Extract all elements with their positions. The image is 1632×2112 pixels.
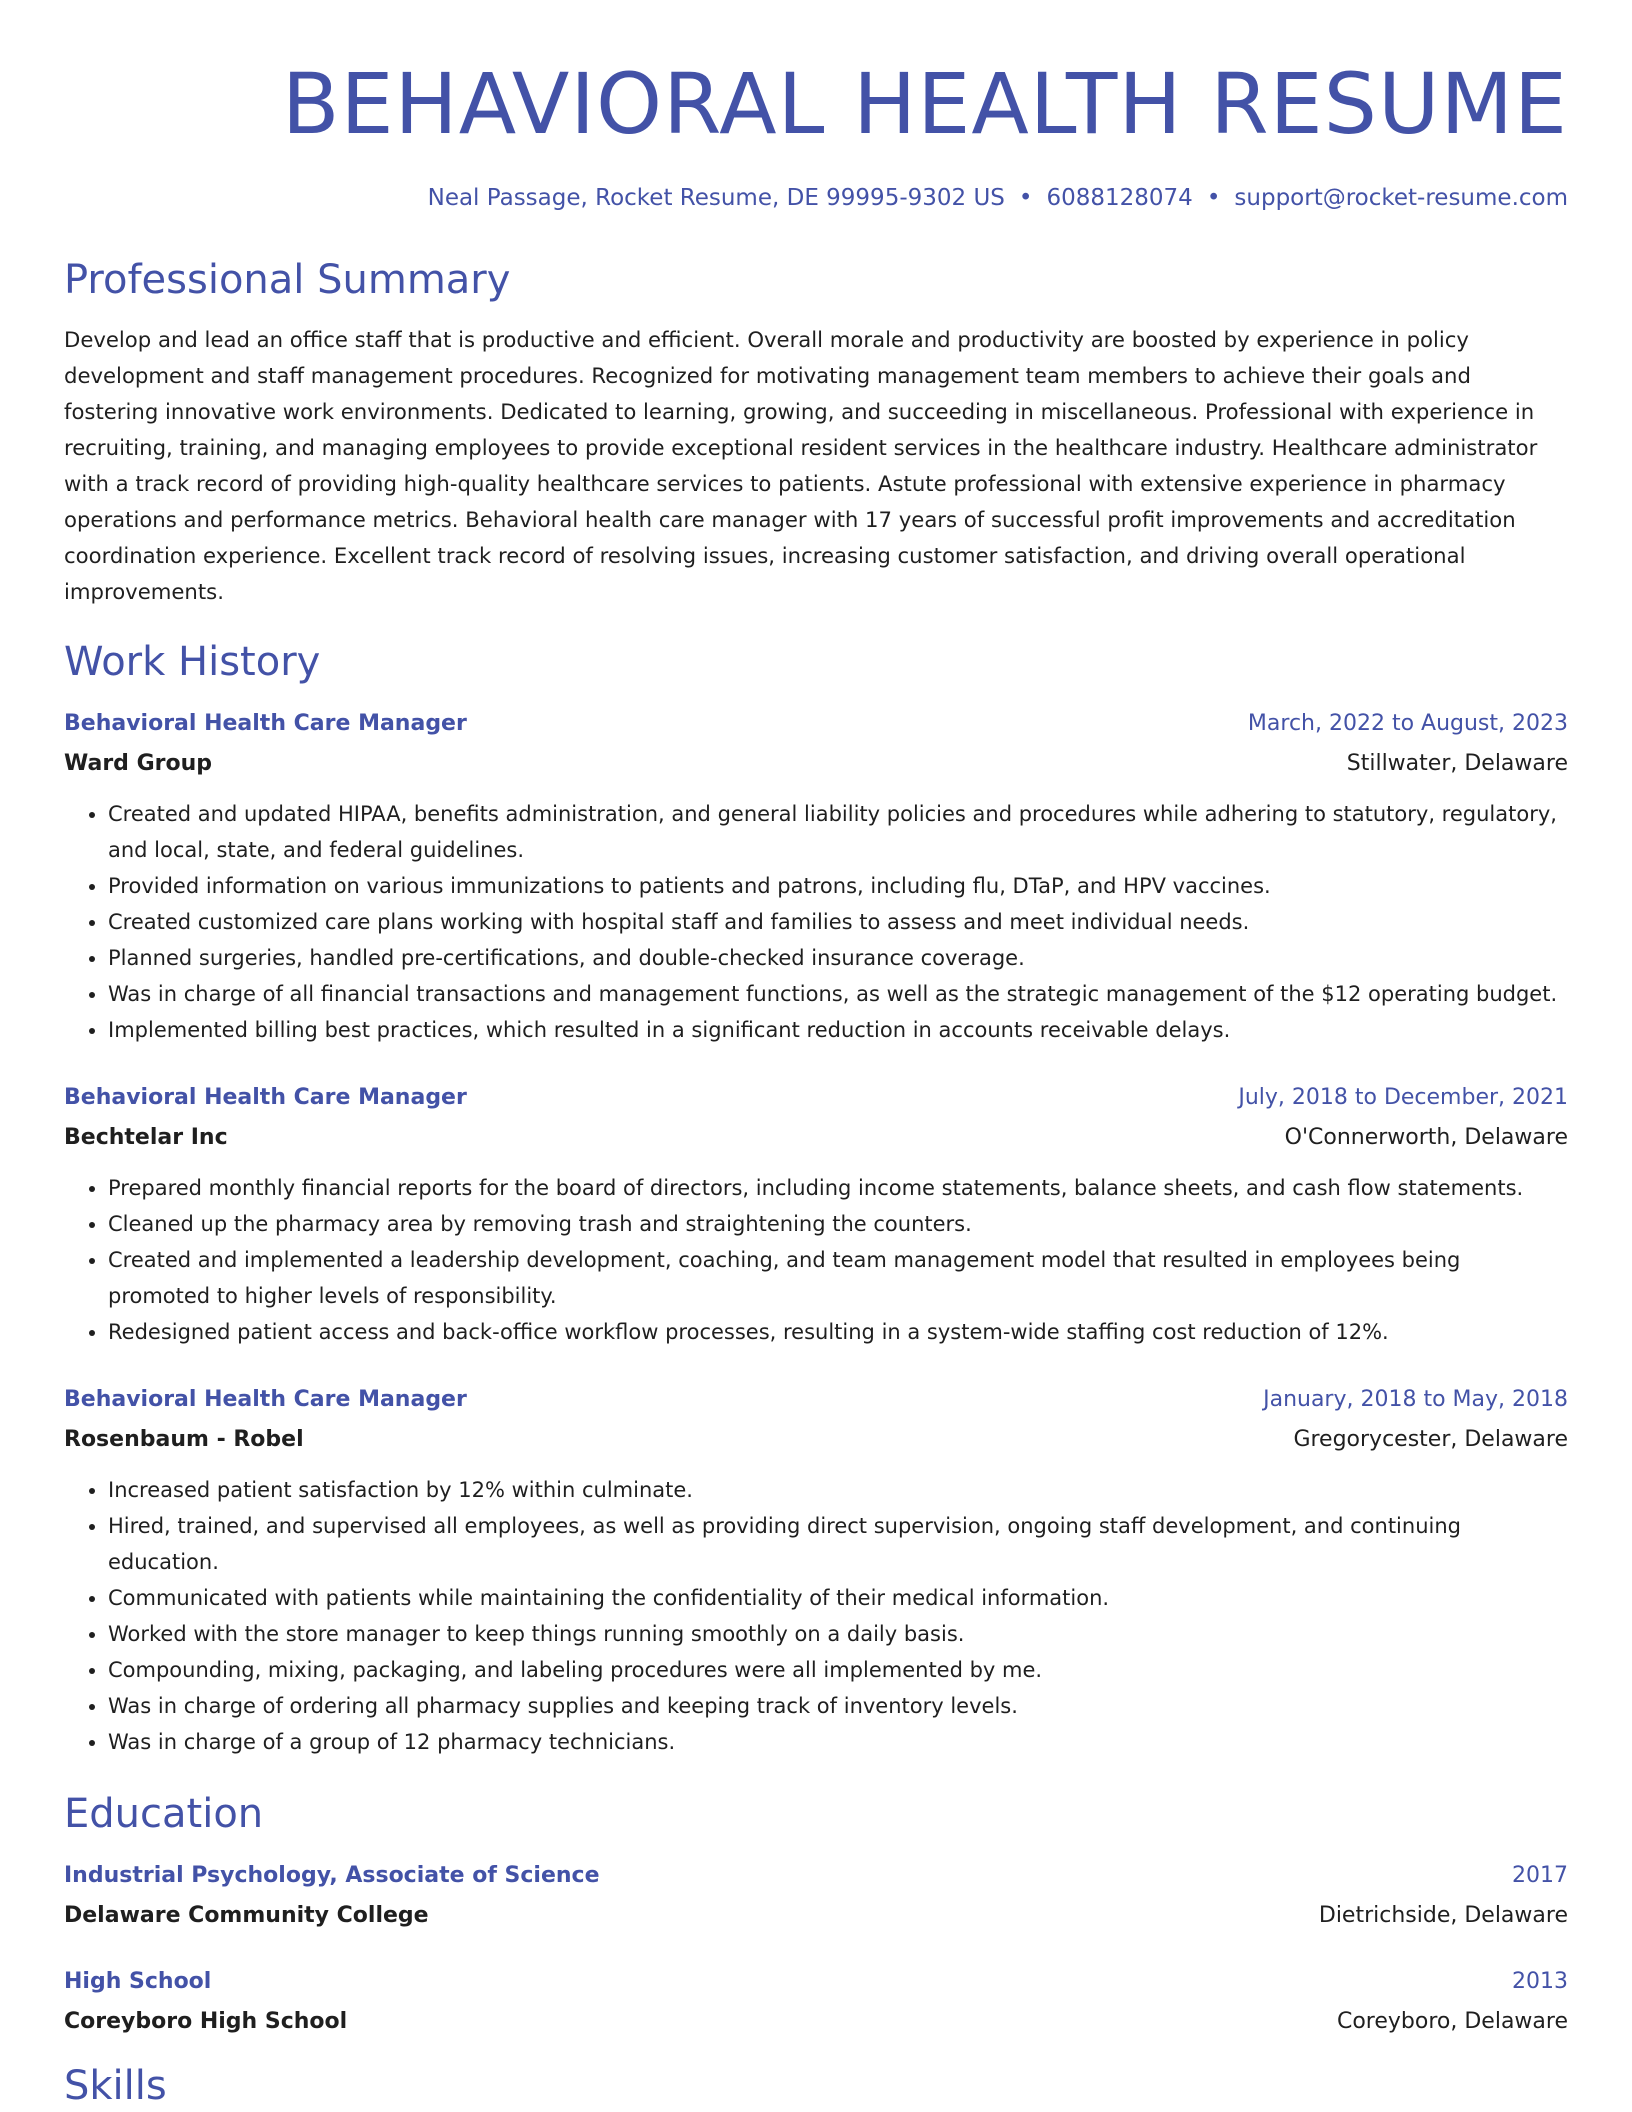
contact-email[interactable]: support@rocket-resume.com — [1234, 185, 1568, 211]
contact-separator: • — [1018, 185, 1033, 211]
job-company: Bechtelar Inc — [64, 1125, 228, 1150]
job-bullet: • Was in charge of ordering all pharmacy supplies and keeping track of inventory levels. — [108, 1688, 1568, 1724]
job-entry — [64, 1384, 1568, 1760]
education-location: Coreyboro, Delaware — [1336, 2009, 1568, 2034]
job-company-row — [64, 1122, 1568, 1154]
job-company-row — [64, 748, 1568, 780]
section-heading-work-history: Work History — [64, 639, 321, 685]
education-degree-row — [64, 1860, 1568, 1892]
education-degree: Industrial Psychology, Associate of Science — [64, 1863, 600, 1888]
job-bullet: • Created and implemented a leadership development, coaching, and team management model that resulted in employees being promoted to higher levels of responsibility. — [108, 1242, 1568, 1314]
job-title-row — [64, 1082, 1568, 1114]
job-bullet: • Compounding, mixing, packaging, and labeling procedures were all implemented by me. — [108, 1652, 1568, 1688]
job-dates: January, 2018 to May, 2018 — [1263, 1387, 1568, 1412]
resume-title: BEHAVIORAL HEALTH RESUME — [281, 55, 1568, 153]
job-company-row — [64, 1424, 1568, 1456]
section-heading-skills: Skills — [64, 2063, 167, 2109]
contact-phone[interactable]: 6088128074 — [1046, 185, 1193, 211]
job-title-row — [64, 1384, 1568, 1416]
education-degree-row — [64, 1966, 1568, 1998]
job-bullet: • Hired, trained, and supervised all employees, as well as providing direct supervision, ongoing staff development, and continuing education. — [108, 1508, 1568, 1580]
job-bullet: • Created and updated HIPAA, benefits administration, and general liability policies and procedures while adhering to statutory, regulatory, and local, state, and federal guidelines. — [108, 796, 1568, 868]
job-bullet: • Cleaned up the pharmacy area by removing trash and straightening the counters. — [108, 1206, 1568, 1242]
job-location: O'Connerworth, Delaware — [1284, 1125, 1568, 1150]
education-degree: High School — [64, 1969, 212, 1994]
contact-address: Neal Passage, Rocket Resume, DE 99995-9302 US — [427, 185, 1005, 211]
job-company: Ward Group — [64, 751, 213, 776]
education-school: Coreyboro High School — [64, 2009, 348, 2034]
summary-paragraph: Develop and lead an office staff that is productive and efficient. Overall morale and productivity are boosted by experience in policy development and staff management procedures. Recognized for motivating management team members to achieve their goals and fostering innovative work environments. Dedicated to learning, growing, and succeeding in miscellaneous. Professional with experience in recruiting, training, and managing employees to provide exceptional resident services in the healthcare industry. Healthcare administrator with a track record of providing high-quality healthcare services to patients. Astute professional with extensive experience in pharmacy operations and performance metrics. Behavioral health care manager with 17 years of successful profit improvements and accreditation coordination experience. Excellent track record of resolving issues, increasing customer satisfaction, and driving overall operational improvements. — [64, 327, 1538, 604]
job-bullet: • Communicated with patients while maintaining the confidentiality of their medical information. — [108, 1580, 1568, 1616]
education-school-row — [64, 1900, 1568, 1932]
job-title: Behavioral Health Care Manager — [64, 711, 467, 736]
job-bullet: • Redesigned patient access and back-office workflow processes, resulting in a system-wide staffing cost reduction of 12%. — [108, 1314, 1568, 1350]
job-bullet: • Was in charge of a group of 12 pharmacy technicians. — [108, 1724, 1568, 1760]
job-entry — [64, 708, 1568, 1048]
contact-separator: • — [1206, 185, 1221, 211]
job-title: Behavioral Health Care Manager — [64, 1387, 467, 1412]
contact-line — [64, 182, 1568, 214]
education-year: 2017 — [1512, 1863, 1568, 1888]
job-bullet: • Prepared monthly financial reports for the board of directors, including income statements, balance sheets, and cash flow statements. — [108, 1170, 1568, 1206]
job-bullet: • Planned surgeries, handled pre-certifications, and double-checked insurance coverage. — [108, 940, 1568, 976]
job-bullet: • Worked with the store manager to keep things running smoothly on a daily basis. — [108, 1616, 1568, 1652]
job-location: Gregorycester, Delaware — [1293, 1427, 1568, 1452]
education-entry — [64, 1966, 1568, 2038]
job-bullet-list — [64, 1170, 1568, 1350]
section-heading-education: Education — [64, 1791, 264, 1837]
job-bullet-list — [64, 1472, 1568, 1760]
section-heading-summary: Professional Summary — [64, 257, 511, 303]
job-bullet: • Provided information on various immunizations to patients and patrons, including flu, DTaP, and HPV vaccines. — [108, 868, 1568, 904]
job-title: Behavioral Health Care Manager — [64, 1085, 467, 1110]
resume-page — [64, 0, 1568, 2110]
education-location: Dietrichside, Delaware — [1318, 1903, 1568, 1928]
job-bullet: • Implemented billing best practices, which resulted in a significant reduction in accounts receivable delays. — [108, 1012, 1568, 1048]
job-company: Rosenbaum - Robel — [64, 1427, 304, 1452]
job-bullet: • Created customized care plans working with hospital staff and families to assess and meet individual needs. — [108, 904, 1568, 940]
job-location: Stillwater, Delaware — [1346, 751, 1568, 776]
job-dates: March, 2022 to August, 2023 — [1247, 711, 1568, 736]
education-year: 2013 — [1512, 1969, 1568, 1994]
education-entry — [64, 1860, 1568, 1932]
job-title-row — [64, 708, 1568, 740]
job-dates: July, 2018 to December, 2021 — [1238, 1085, 1568, 1110]
education-school-row — [64, 2006, 1568, 2038]
education-school: Delaware Community College — [64, 1903, 429, 1928]
job-bullet-list — [64, 796, 1568, 1048]
job-bullet: • Was in charge of all financial transactions and management functions, as well as the strategic management of the $12 operating budget. — [108, 976, 1568, 1012]
job-bullet: • Increased patient satisfaction by 12% within culminate. — [108, 1472, 1568, 1508]
job-entry — [64, 1082, 1568, 1350]
